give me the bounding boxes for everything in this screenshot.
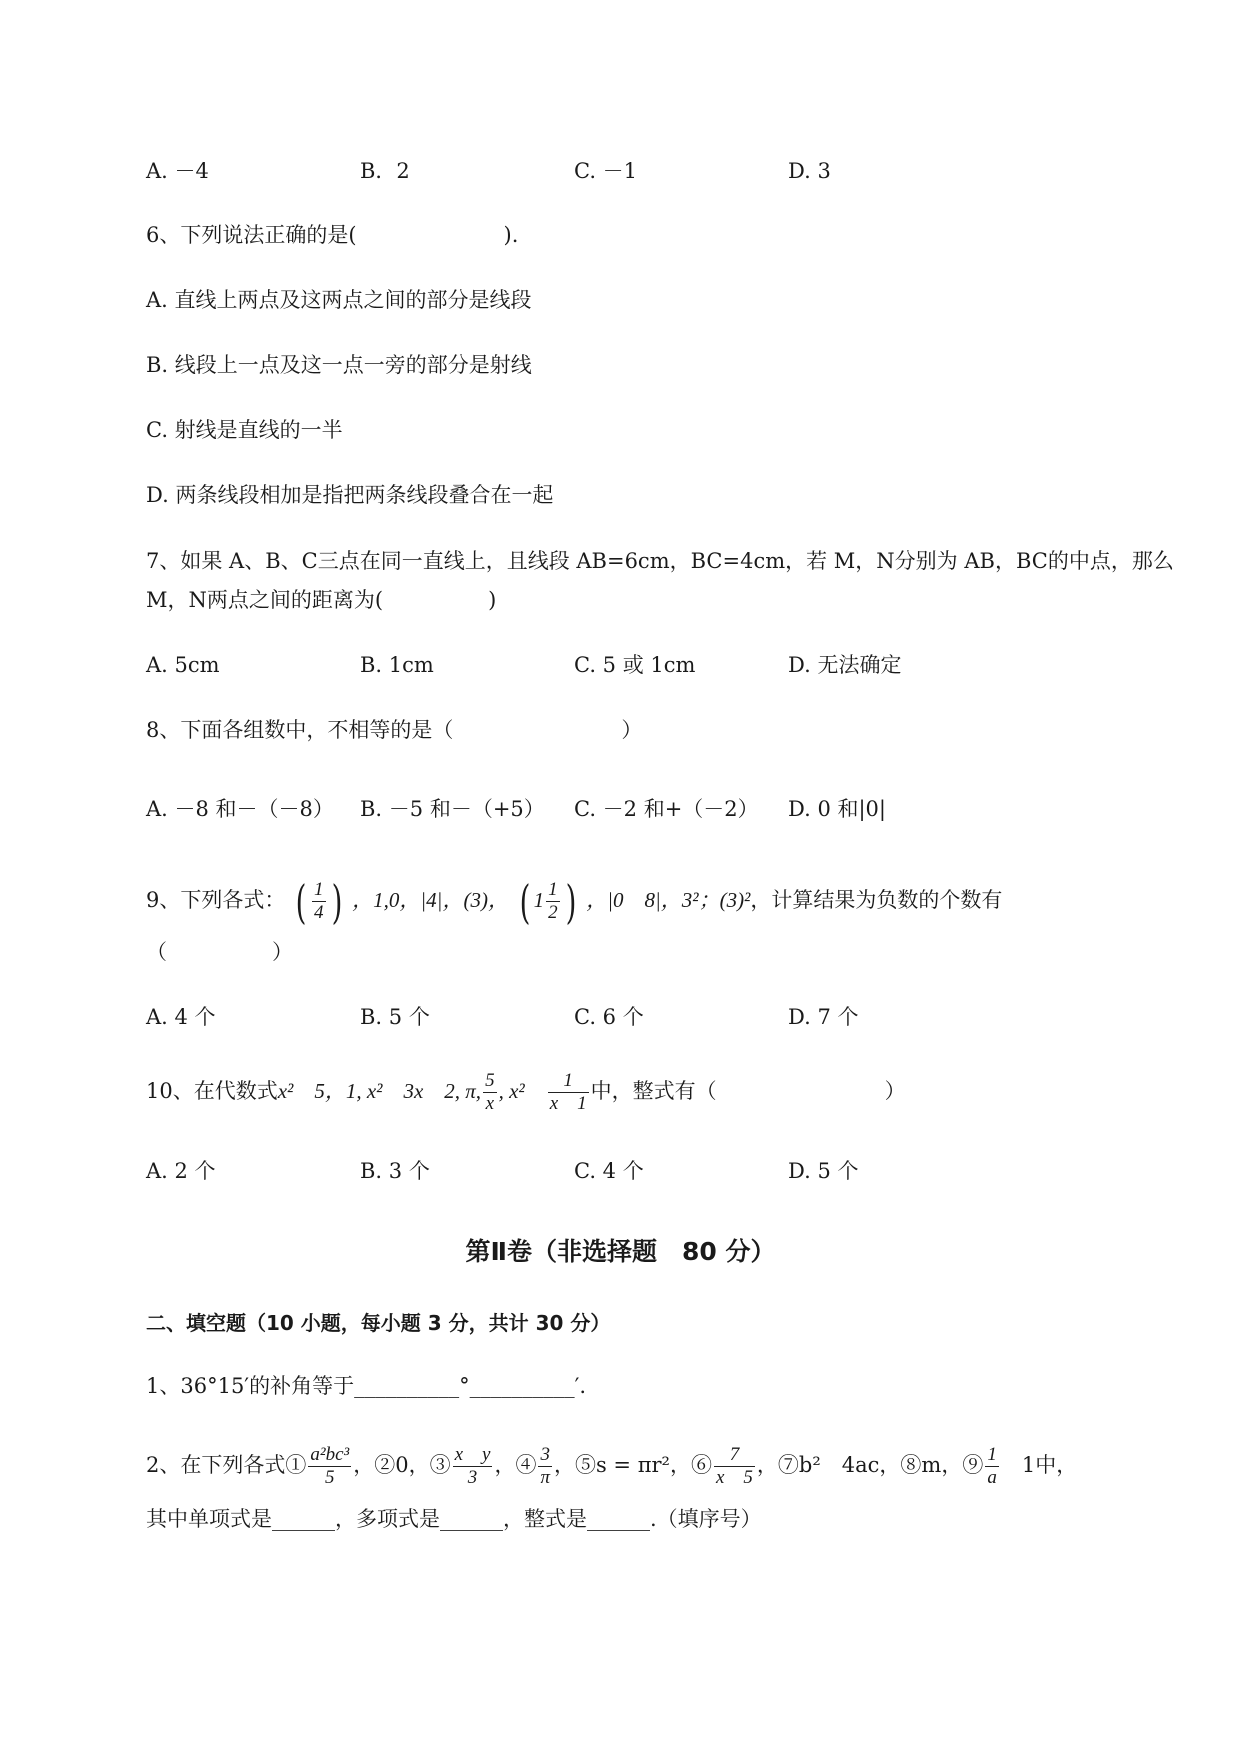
q10-suffix: 中，整式有（ ） xyxy=(590,1079,906,1103)
q9-expr-tail: ，|0 8|，3²；(3)² xyxy=(586,888,751,912)
q9-option-b[interactable]: B. 5 个 xyxy=(360,1005,430,1029)
q10-option-c[interactable]: C. 4 个 xyxy=(574,1159,644,1183)
f2-fraction-1 xyxy=(308,1444,351,1489)
q7-stem-line2: M，N两点之间的距离为( ) xyxy=(146,588,497,612)
f2-f9-den: a xyxy=(987,1467,997,1488)
f2-fraction-3 xyxy=(453,1444,493,1489)
f2-text-5: ，⑦b² 4ac，⑧m，⑨ xyxy=(756,1453,984,1477)
f2-f4-num: 3 xyxy=(538,1444,552,1467)
q9-fraction-den: 4 xyxy=(314,902,324,923)
q8-option-d[interactable]: D. 0 和|0| xyxy=(788,797,886,821)
f2-fraction-6 xyxy=(714,1444,755,1489)
q9-expr-mid: ，1,0，|4|，(3)， xyxy=(352,888,509,912)
f2-text-3: ，④ xyxy=(494,1453,537,1477)
q9-fraction xyxy=(312,879,326,924)
q10-frac2-den: x 1 xyxy=(549,1093,587,1114)
f2-stem xyxy=(146,1436,1077,1494)
f2-fraction-4 xyxy=(538,1444,552,1489)
f2-text-2: ，②0，③ xyxy=(353,1453,451,1477)
q8-stem: 8、下面各组数中，不相等的是（ ） xyxy=(146,718,643,742)
q7-option-a[interactable]: A. 5cm xyxy=(146,653,220,677)
f2-stem-line2: 其中单项式是______，多项式是______，整式是______.（填序号） xyxy=(146,1507,762,1531)
f2-f6-den: x 5 xyxy=(715,1467,753,1488)
q6-option-a[interactable]: A. 直线上两点及这两点之间的部分是线段 xyxy=(146,288,532,312)
f2-f6-num: 7 xyxy=(714,1444,755,1467)
q5-options xyxy=(146,157,1146,185)
q10-fraction-2 xyxy=(548,1070,589,1115)
f2-f1-num: a²bc³ xyxy=(310,1444,350,1465)
q5-option-b[interactable]: B．2 xyxy=(360,159,410,183)
q7-option-b[interactable]: B. 1cm xyxy=(360,653,434,677)
q9-mixed-fraction xyxy=(546,879,560,924)
section-fill-blank-heading: 二、填空题（10 小题，每小题 3 分，共计 30 分） xyxy=(146,1311,611,1335)
left-paren-icon: ( xyxy=(295,874,307,929)
q6-option-b[interactable]: B. 线段上一点及这一点一旁的部分是射线 xyxy=(146,353,532,377)
q9-mixed-num: 1 xyxy=(548,879,558,900)
q10-stem xyxy=(146,1064,906,1118)
q6-stem: 6、下列说法正确的是( ). xyxy=(146,223,519,247)
q10-option-d[interactable]: D. 5 个 xyxy=(788,1159,859,1183)
q9-option-a[interactable]: A. 4 个 xyxy=(146,1005,216,1029)
q10-options xyxy=(146,1157,1146,1185)
q10-frac1-num: 5 xyxy=(485,1070,495,1091)
q10-frac2-num: 1 xyxy=(548,1070,589,1093)
q10-expr2: , x² xyxy=(498,1079,525,1103)
q5-option-a[interactable]: A. －4 xyxy=(146,159,209,183)
q6-option-c[interactable]: C. 射线是直线的一半 xyxy=(146,418,343,442)
f2-f1-den: 5 xyxy=(325,1467,335,1488)
q9-stem-line2: （ ） xyxy=(146,940,293,964)
f2-f4-den: π xyxy=(540,1467,550,1488)
q10-prefix: 10、在代数式 xyxy=(146,1079,278,1103)
f2-f3-den: 3 xyxy=(467,1467,478,1488)
f2-prefix: 2、在下列各式① xyxy=(146,1453,307,1477)
f2-fraction-9 xyxy=(985,1444,999,1489)
part2-title: 第Ⅱ卷（非选择题 80 分） xyxy=(465,1237,776,1266)
left-paren-icon: ( xyxy=(519,874,531,929)
q9-options xyxy=(146,1003,1146,1031)
q9-suffix: ，计算结果为负数的个数有 xyxy=(750,888,1003,912)
right-paren-icon: ) xyxy=(331,874,342,929)
q7-option-c[interactable]: C. 5 或 1cm xyxy=(574,653,696,677)
q9-prefix: 9、下列各式： xyxy=(146,888,286,912)
q7-stem-line1: 7、如果 A、B、C三点在同一直线上，且线段 AB=6cm，BC=4cm，若 M，N分别为 AB，BC的中点，那么 xyxy=(146,549,1174,573)
q10-fraction-1 xyxy=(483,1070,497,1115)
q7-options xyxy=(146,651,1146,679)
q10-expr1: x² 5，1, x² 3x 2, π, xyxy=(277,1079,482,1103)
f1-stem: 1、36°15′的补角等于__________°__________′. xyxy=(146,1374,587,1398)
q8-options xyxy=(146,795,1146,823)
q9-mixed-den: 2 xyxy=(548,902,558,923)
q9-fraction-num: 1 xyxy=(314,879,324,900)
right-paren-icon: ) xyxy=(565,874,576,929)
q6-option-d[interactable]: D. 两条线段相加是指把两条线段叠合在一起 xyxy=(146,483,554,507)
q10-frac1-den: x xyxy=(485,1093,495,1114)
q10-option-a[interactable]: A. 2 个 xyxy=(146,1159,216,1183)
f2-text-4: ，⑤s = πr²，⑥ xyxy=(553,1453,712,1477)
q9-stem xyxy=(146,870,1002,930)
q8-option-a[interactable]: A. －8 和－（－8） xyxy=(146,797,334,821)
q10-option-b[interactable]: B. 3 个 xyxy=(360,1159,430,1183)
q5-option-c[interactable]: C. －1 xyxy=(574,159,638,183)
q8-option-c[interactable]: C. －2 和+（－2） xyxy=(574,797,759,821)
q9-option-c[interactable]: C. 6 个 xyxy=(574,1005,644,1029)
f2-f9-num: 1 xyxy=(987,1444,997,1465)
q9-mixed-whole: 1 xyxy=(533,888,545,912)
q7-option-d[interactable]: D. 无法确定 xyxy=(788,653,902,677)
f2-f3-num: x y xyxy=(454,1444,491,1465)
q8-option-b[interactable]: B. －5 和－（+5） xyxy=(360,797,545,821)
q9-option-d[interactable]: D. 7 个 xyxy=(788,1005,859,1029)
q5-option-d[interactable]: D. 3 xyxy=(788,159,831,183)
f2-text-6: 1中， xyxy=(1000,1453,1078,1477)
